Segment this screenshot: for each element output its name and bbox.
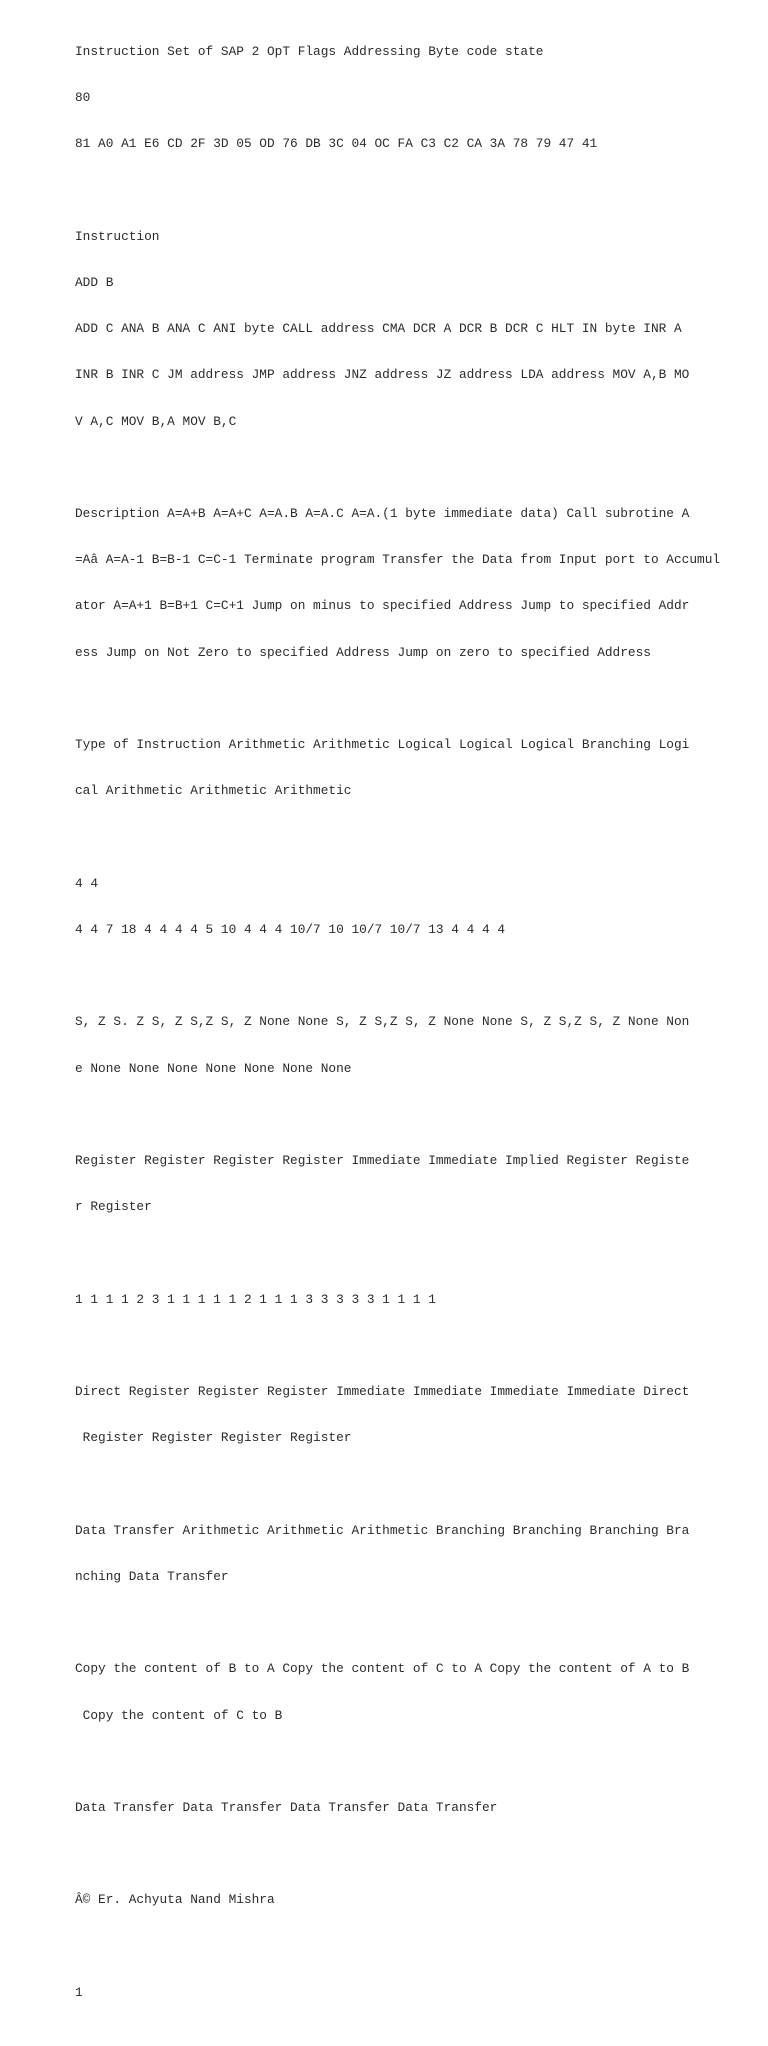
text-line: e None None None None None None None xyxy=(75,1060,352,1076)
text-line: cal Arithmetic Arithmetic Arithmetic xyxy=(75,783,352,799)
text-line: Register Register Register Register Immediate Immediate Implied Register Registe xyxy=(75,1152,690,1168)
page-number-paragraph xyxy=(75,1954,745,2031)
text-line: Type of Instruction Arithmetic Arithmetic Logical Logical Logical Branching Logi xyxy=(75,737,690,753)
text-line: Instruction Set of SAP 2 OpT Flags Addressing Byte code state xyxy=(75,43,544,59)
text-line: Register Register Register Register xyxy=(75,1430,352,1446)
document-page xyxy=(75,13,745,2046)
text-line: Direct Register Register Register Immediate Immediate Immediate Immediate Direct xyxy=(75,1384,690,1400)
text-line: Copy the content of C to B xyxy=(75,1707,283,1723)
text-line: INR B INR C JM address JMP address JNZ address JZ address LDA address MOV A,B MO xyxy=(75,367,690,383)
text-line: ADD B xyxy=(75,274,114,290)
text-line: V A,C MOV B,A MOV B,C xyxy=(75,413,237,429)
copyright-text: Â© Er. Achyuta Nand Mishra xyxy=(75,1892,275,1908)
instruction-type-paragraph-3 xyxy=(75,1769,745,1846)
text-line: 81 A0 A1 E6 CD 2F 3D 05 OD 76 DB 3C 04 OC FA C3 C2 CA 3A 78 79 47 41 xyxy=(75,136,598,152)
text-line: Data Transfer Arithmetic Arithmetic Arithmetic Branching Branching Branching Bra xyxy=(75,1522,690,1538)
header-paragraph xyxy=(75,13,745,182)
addressing-paragraph-2 xyxy=(75,1353,745,1476)
page-number: 1 xyxy=(75,1984,83,2000)
text-line: =Aâ A=A-1 B=B-1 C=C-1 Terminate program Transfer the Data from Input port to Accumul xyxy=(75,552,721,568)
text-line: 80 xyxy=(75,90,91,106)
text-line: Instruction xyxy=(75,228,160,244)
text-line: Description A=A+B A=A+C A=A.B A=A.C A=A.(1 byte immediate data) Call subrotine A xyxy=(75,505,690,521)
description-paragraph xyxy=(75,475,745,691)
text-line: nching Data Transfer xyxy=(75,1568,229,1584)
text-line: Copy the content of B to A Copy the content of C to A Copy the content of A to B xyxy=(75,1661,690,1677)
flags-paragraph xyxy=(75,984,745,1107)
text-line: Data Transfer Data Transfer Data Transfer Data Transfer xyxy=(75,1799,498,1815)
copyright-paragraph xyxy=(75,1862,745,1939)
copy-description-paragraph xyxy=(75,1631,745,1754)
addressing-paragraph xyxy=(75,1122,745,1245)
instruction-type-paragraph-2 xyxy=(75,1492,745,1615)
text-line: 4 4 7 18 4 4 4 4 5 10 4 4 4 10/7 10 10/7 10/7 13 4 4 4 4 xyxy=(75,921,506,937)
t-states-paragraph xyxy=(75,845,745,968)
instruction-type-paragraph xyxy=(75,706,745,829)
text-line: 4 4 xyxy=(75,875,99,891)
instruction-paragraph xyxy=(75,198,745,460)
text-line: ator A=A+1 B=B+1 C=C+1 Jump on minus to specified Address Jump to specified Addr xyxy=(75,598,690,614)
text-line: ADD C ANA B ANA C ANI byte CALL address CMA DCR A DCR B DCR C HLT IN byte INR A xyxy=(75,321,682,337)
text-line: S, Z S. Z S, Z S,Z S, Z None None S, Z S,Z S, Z None None S, Z S,Z S, Z None Non xyxy=(75,1014,690,1030)
text-line: 1 1 1 1 2 3 1 1 1 1 1 2 1 1 1 3 3 3 3 3 1 1 1 1 xyxy=(75,1291,436,1307)
bytes-paragraph xyxy=(75,1261,745,1338)
text-line: ess Jump on Not Zero to specified Address Jump on zero to specified Address xyxy=(75,644,651,660)
text-line: r Register xyxy=(75,1199,152,1215)
